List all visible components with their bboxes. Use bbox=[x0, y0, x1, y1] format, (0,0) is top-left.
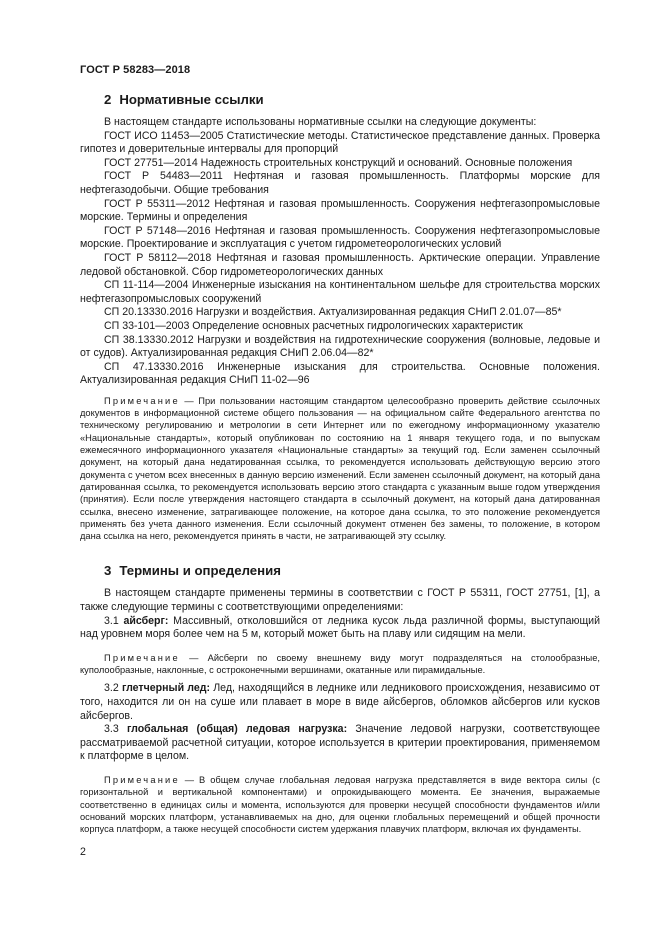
reference-item: ГОСТ Р 54483—2011 Нефтяная и газовая промышленность. Платформы морские для нефтегазодобычи. Общие требования bbox=[80, 170, 600, 196]
term-number: 3.3 bbox=[104, 723, 119, 736]
reference-item: ГОСТ Р 57148—2016 Нефтяная и газовая промышленность. Сооружения нефтегазопромысловые морские. Проектирование и эксплуатация с учетом гидрометеорологических условий bbox=[80, 224, 600, 251]
section-title: Нормативные ссылки bbox=[119, 92, 264, 107]
note-text: — В общем случае глобальная ледовая нагрузка представляется в виде вектора силы (с горизонтальной и вертикальной компонентами) и опрокидывающего момента. Ее значения, выражаемые соответственно в единицах силы и момента, используются для проверки несущей способности фундаментов и/или оснований морских платформ, устанавливаемых на дно, для оценки глобальных перемещений и общей прочности корпуса платформ, а также несущей способности систем удержания плавучих платформ, включая их фундаменты. bbox=[80, 774, 600, 835]
term-name: айсберг: bbox=[123, 614, 169, 627]
section-number: 3 bbox=[104, 563, 112, 579]
reference-item: СП 47.13330.2016 Инженерные изыскания для строительства. Основные положения. Актуализированная редакция СНиП 11-02—96 bbox=[80, 360, 600, 387]
note-label: Примечание bbox=[104, 395, 180, 406]
section-3-intro: В настоящем стандарте применены термины в соответствии с ГОСТ Р 55311, ГОСТ 27751, [1], а также следующие термины с соответствующими определениями: bbox=[80, 587, 600, 614]
term-3-1 bbox=[80, 615, 600, 642]
reference-item: СП 38.13330.2012 Нагрузки и воздействия на гидротехнические сооружения (волновые, ледовые и от судов). Актуализированная редакция СНиП 2.06.04—82* bbox=[80, 333, 600, 360]
reference-item: ГОСТ 27751—2014 Надежность строительных конструкций и оснований. Основные положения bbox=[104, 156, 573, 169]
page-content bbox=[80, 92, 600, 835]
note-label: Примечание bbox=[104, 774, 180, 785]
reference-item: ГОСТ Р 58112—2018 Нефтяная и газовая промышленность. Арктические операции. Управление ледовой обстановкой. Сбор гидрометеорологических данных bbox=[80, 251, 600, 278]
section-3-heading bbox=[104, 563, 600, 579]
term-definition: Значение ледовой нагрузки, соответствующее рассматриваемой расчетной ситуации, которое используется в критерии проектирования, применяемом к платформе в целом. bbox=[80, 723, 601, 763]
reference-item: СП 20.13330.2016 Нагрузки и воздействия. Актуализированная редакция СНиП 2.01.07—85* bbox=[104, 306, 562, 319]
section-2-note bbox=[80, 395, 600, 543]
term-name: глобальная (общая) ледовая нагрузка: bbox=[126, 723, 348, 736]
reference-item: СП 11-114—2004 Инженерные изыскания на континентальном шельфе для строительства морских нефтегазопромысловых сооружений bbox=[80, 279, 600, 305]
note-text: — Айсберги по своему внешнему виду могут подразделяться на столообразные, куполообразные, наклонные, с остроконечными вершинами, окатанные или пирамидальные. bbox=[80, 652, 600, 676]
term-3-2 bbox=[80, 682, 600, 723]
page-number: 2 bbox=[80, 846, 86, 858]
note-text: — При пользовании настоящим стандартом целесообразно проверить действие ссылочных документов в информационной системе общего пользования — на официальном сайте Федерального агентства по техническому регулированию и метрологии в сети Интернет или по ежегодному информационному указателю «Национальные стандарты», который опубликован по состоянию на 1 января текущего года, и по выпускам ежемесячного информационного указателя «Национальные стандарты» за текущий год. Если заменен ссылочный документ, на который дана недатированная ссылка, то рекомендуется использовать действующую версию этого документа с учетом всех внесенных в данную версию изменений. Если заменен ссылочный документ, на который дана датированная ссылка, то рекомендуется использовать версию этого стандарта с указанным выше годом утверждения (принятия). Если после утверждения настоящего стандарта в ссылочный документ, на который дана датированная ссылка, внесено изменение, затрагивающее положение, на которое дана ссылка, то это положение рекомендуется применять без учета данного изменения. Если ссылочный документ отменен без замены, то положение, в котором дана ссылка на него, рекомендуется принять в части, не затрагивающей эту ссылку. bbox=[80, 395, 600, 542]
term-3-1-note bbox=[80, 652, 600, 677]
document-code-header: ГОСТ Р 58283—2018 bbox=[80, 64, 191, 76]
term-definition: Массивный, отколовшийся от ледника кусок льда различной формы, выступающий над уровнем моря более чем на 5 м, который может быть на плаву или сидящим на мели. bbox=[80, 614, 600, 641]
term-definition: Лед, находящийся в леднике или ледникового происхождения, независимо от того, находится ли он на суше или плавает в море в виде айсбергов, обломков айсбергов или кусков айсбергов. bbox=[80, 682, 600, 722]
note-label: Примечание bbox=[104, 652, 180, 663]
reference-item: ГОСТ Р 55311—2012 Нефтяная и газовая промышленность. Сооружения нефтегазопромысловые морские. Термины и определения bbox=[80, 197, 600, 224]
term-number: 3.2 bbox=[104, 682, 119, 695]
term-number: 3.1 bbox=[104, 614, 119, 627]
term-name: глетчерный лед: bbox=[121, 682, 211, 695]
section-number: 2 bbox=[104, 92, 112, 107]
term-3-3 bbox=[80, 723, 600, 764]
section-2-intro: В настоящем стандарте использованы нормативные ссылки на следующие документы: bbox=[104, 116, 537, 128]
reference-item: ГОСТ ИСО 11453—2005 Статистические методы. Статистическое представление данных. Проверка гипотез и доверительные интервалы для пропорций bbox=[80, 129, 600, 156]
reference-item: СП 33-101—2003 Определение основных расчетных гидрологических характеристик bbox=[104, 319, 523, 332]
term-3-3-note bbox=[80, 774, 600, 835]
section-2-heading bbox=[104, 92, 600, 108]
section-title: Термины и определения bbox=[119, 563, 281, 579]
